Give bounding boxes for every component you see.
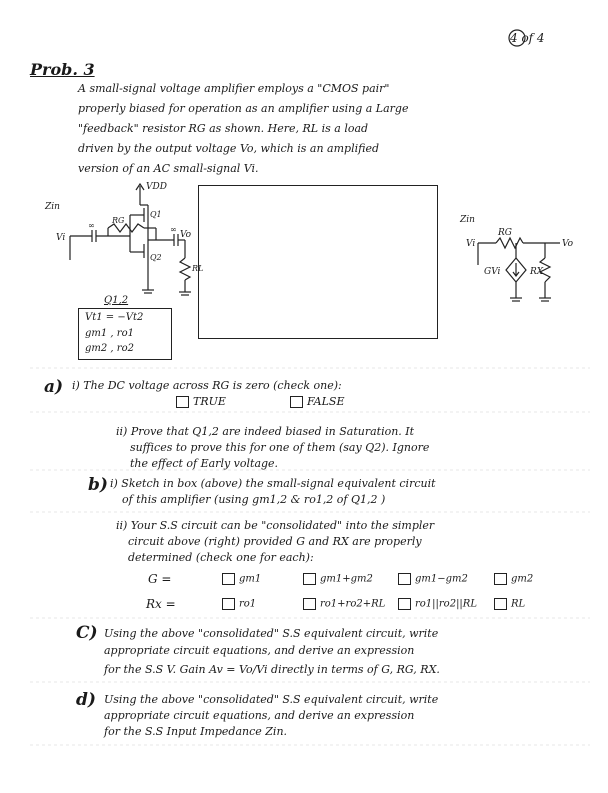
svg-text:Vi: Vi <box>466 239 476 249</box>
svg-text:VDD: VDD <box>146 182 167 192</box>
part-a-ii-line: ii) Prove that Q1,2 are indeed biased in Saturation. It <box>116 425 415 438</box>
svg-text:RG: RG <box>112 216 125 225</box>
part-a-i-text: i) The DC voltage across RG is zero (check one): <box>72 379 342 392</box>
svg-text:Vo: Vo <box>180 230 192 240</box>
page-number: 4 of 4 <box>510 31 545 45</box>
part-a-label: a) <box>44 377 64 397</box>
rx-option[interactable]: RL <box>494 598 525 610</box>
g-option[interactable]: gm1 <box>222 573 261 585</box>
false-checkbox[interactable] <box>290 396 303 408</box>
intro-line: driven by the output voltage Vo, which is an amplified <box>78 142 380 155</box>
svg-text:Zin: Zin <box>460 215 475 225</box>
svg-text:∞: ∞ <box>170 225 177 234</box>
false-option[interactable] <box>290 396 345 408</box>
svg-text:Vi: Vi <box>56 233 66 243</box>
true-label: TRUE <box>193 395 226 408</box>
g-option[interactable]: gm1+gm2 <box>303 573 373 585</box>
rx-option[interactable]: ro1||ro2||RL <box>398 598 477 610</box>
part-c-label: C) <box>76 623 98 643</box>
part-c-line: appropriate circuit equations, and derive an expression <box>104 644 415 657</box>
intro-line: version of an AC small-signal Vi. <box>78 162 259 175</box>
part-b-label: b) <box>88 475 108 495</box>
svg-text:Zin: Zin <box>45 202 60 212</box>
part-c-line: for the S.S V. Gain Av = Vo/Vi directly in terms of G, RG, RX. <box>104 663 440 676</box>
svg-text:RG: RG <box>498 228 512 238</box>
part-b-ii-line: determined (check one for each): <box>128 551 314 564</box>
true-option[interactable] <box>176 396 226 408</box>
param-box-title: Q1,2 <box>104 295 129 306</box>
param-line: gm1 , ro1 <box>85 328 134 339</box>
part-b-ii-line: circuit above (right) provided G and RX are properly <box>128 535 422 548</box>
problem-title: Prob. 3 <box>30 60 95 79</box>
part-d-label: d) <box>76 690 96 710</box>
part-a-ii-line: the effect of Early voltage. <box>130 457 279 470</box>
rx-option[interactable]: ro1+ro2+RL <box>303 598 385 610</box>
svg-text:RX: RX <box>530 267 544 277</box>
part-d-line: Using the above "consolidated" S.S equivalent circuit, write <box>104 693 439 706</box>
intro-line: A small-signal voltage amplifier employs a "CMOS pair" <box>78 82 390 95</box>
true-checkbox[interactable] <box>176 396 189 408</box>
svg-text:RL: RL <box>192 264 204 273</box>
part-a-ii-line: suffices to prove this for one of them (say Q2). Ignore <box>130 441 430 454</box>
svg-text:Q2: Q2 <box>150 253 162 262</box>
part-c-line: Using the above "consolidated" S.S equivalent circuit, write <box>104 627 439 640</box>
svg-text:Q1: Q1 <box>150 210 162 219</box>
part-d-line: appropriate circuit equations, and derive an expression <box>104 709 415 722</box>
part-b-i-line: i) Sketch in box (above) the small-signal equivalent circuit <box>110 477 436 490</box>
param-line: gm2 , ro2 <box>85 343 134 354</box>
g-options <box>0 573 608 587</box>
intro-line: "feedback" resistor RG as shown. Here, RL is a load <box>78 122 369 135</box>
rx-option[interactable]: ro1 <box>222 598 256 610</box>
rx-options <box>0 598 608 612</box>
g-label: G = <box>148 572 172 586</box>
param-line: Vt1 = −Vt2 <box>85 312 144 323</box>
rx-label: Rx = <box>146 597 176 611</box>
svg-text:GVi: GVi <box>484 267 501 277</box>
part-d-line: for the S.S Input Impedance Zin. <box>104 725 288 738</box>
false-label: FALSE <box>307 395 345 408</box>
svg-text:∞: ∞ <box>88 221 95 230</box>
intro-line: properly biased for operation as an amplifier using a Large <box>78 102 409 115</box>
g-option[interactable]: gm1−gm2 <box>398 573 468 585</box>
part-b-ii-line: ii) Your S.S circuit can be "consolidated" into the simpler <box>116 519 435 532</box>
part-b-i-line: of this amplifier (using gm1,2 & ro1,2 of Q1,2 ) <box>122 493 386 506</box>
svg-text:Vo: Vo <box>562 239 574 249</box>
g-option[interactable]: gm2 <box>494 573 533 585</box>
